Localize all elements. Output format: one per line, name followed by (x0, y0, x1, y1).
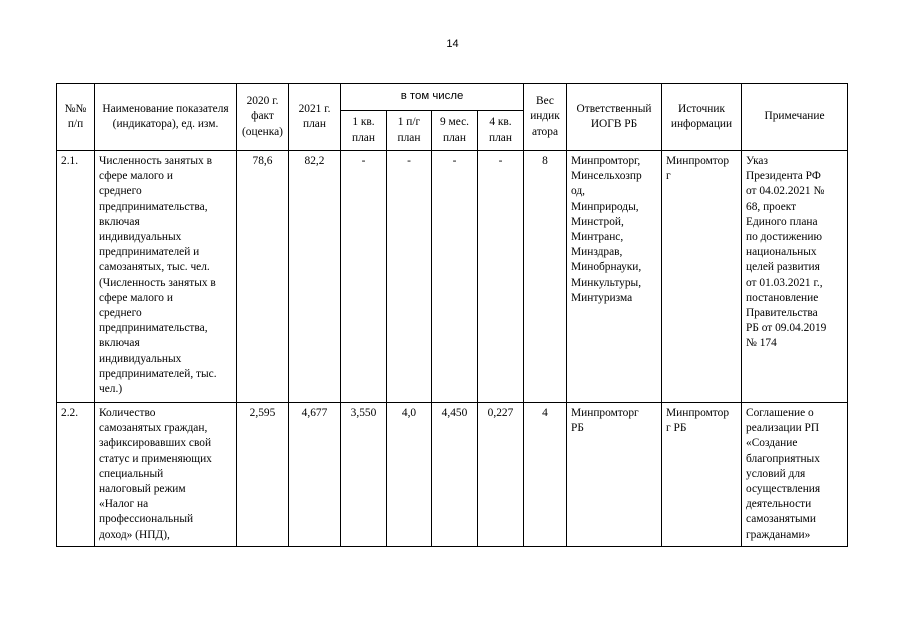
responsible-line: Минстрой, (571, 215, 624, 228)
q1-value: - (341, 151, 387, 403)
fact-2020-value: 2,595 (237, 403, 289, 547)
note-line: самозанятыми (746, 513, 816, 526)
note-line: реализации РП (746, 422, 820, 435)
note-line: от 01.03.2021 г., (746, 276, 823, 289)
indicator-name-line: Количество (99, 407, 156, 419)
row-num: 2.1. (57, 151, 95, 403)
source-line: Минпромтор (666, 407, 730, 419)
responsible-line: од, (571, 185, 586, 198)
9m-value: - (432, 151, 478, 403)
note-line: от 04.02.2021 № (746, 185, 825, 198)
q4-value: - (478, 151, 524, 403)
indicators-table (56, 83, 848, 547)
indicator-name-line: индивидуальных (99, 231, 182, 244)
indicator-name-line: (Численность занятых в (99, 276, 216, 289)
note-line: постановление (746, 291, 819, 304)
page-number: 14 (446, 38, 459, 50)
indicator-name-line: сфере малого и (99, 170, 173, 183)
indicator-name (95, 151, 237, 403)
note-line: национальных (746, 246, 817, 259)
h1-value: 4,0 (387, 403, 432, 547)
indicator-name-line: Численность занятых в (99, 155, 212, 167)
indicator-name-line: среднего (99, 307, 142, 320)
indicator-name-line: самозанятых граждан, (99, 422, 208, 435)
indicator-name-line: чел.) (99, 383, 123, 396)
table-row (57, 151, 848, 403)
note-line: 68, проект (746, 200, 797, 213)
indicator-name-line: предпринимателей и (99, 246, 200, 259)
source-cell (662, 151, 742, 403)
weight-value: 8 (524, 151, 567, 403)
h1-value: - (387, 151, 432, 403)
note-line: благоприятных (746, 452, 820, 465)
indicator-name-line: включая (99, 337, 140, 350)
source-line: Минпромтор (666, 155, 730, 167)
note-line: № 174 (746, 337, 777, 350)
indicator-name-line: зафиксировавших свой (99, 437, 212, 450)
indicator-name-line: доход» (НПД), (99, 528, 170, 541)
note-line: целей развития (746, 261, 820, 274)
responsible-line: Минобрнауки, (571, 261, 642, 274)
header-weight: Вес индик атора (524, 84, 567, 151)
responsible-line: Минкультуры, (571, 276, 642, 289)
note-line: РБ от 09.04.2019 (746, 322, 827, 335)
plan-2021-value: 82,2 (289, 151, 341, 403)
indicator-name-line: профессиональный (99, 513, 194, 526)
indicator-name-line: включая (99, 215, 140, 228)
table-header (57, 84, 848, 151)
responsible-line: Минтранс, (571, 231, 624, 244)
source-line: г РБ (666, 422, 687, 435)
note-line: «Создание (746, 437, 798, 450)
indicator-name-line: предпринимателей, тыс. (99, 367, 217, 380)
weight-value: 4 (524, 403, 567, 547)
row-num: 2.2. (57, 403, 95, 547)
header-num: №№ п/п (57, 84, 95, 151)
note-line: по достижению (746, 231, 823, 244)
note-line: деятельности (746, 498, 812, 511)
header-h1: 1 п/г план (387, 111, 432, 151)
indicator-name-line: предпринимательства, (99, 322, 208, 335)
q1-value: 3,550 (341, 403, 387, 547)
indicator-name-line: предпринимательства, (99, 200, 208, 213)
note-line: осуществления (746, 483, 821, 496)
q4-value: 0,227 (478, 403, 524, 547)
responsible-line: Минпромторг (571, 407, 639, 419)
plan-2021-value: 4,677 (289, 403, 341, 547)
note-line: Президента РФ (746, 170, 821, 183)
indicator-name-line: самозанятых, тыс. чел. (99, 261, 210, 274)
note-line: Правительства (746, 307, 818, 320)
header-plan-2021: 2021 г. план (289, 84, 341, 151)
note-line: условий для (746, 467, 806, 480)
header-including: в том числе (341, 84, 524, 111)
indicator-name-line: налоговый режим (99, 483, 186, 496)
table-row (57, 403, 848, 547)
source-line: г (666, 170, 671, 183)
responsible-line: РБ (571, 422, 584, 435)
header-fact-2020: 2020 г. факт (оценка) (237, 84, 289, 151)
indicator-name-line: сфере малого и (99, 291, 173, 304)
header-source: Источник информации (662, 84, 742, 151)
indicator-name-line: среднего (99, 185, 142, 198)
header-q4: 4 кв. план (478, 111, 524, 151)
note-line: Единого плана (746, 215, 818, 228)
indicator-name (95, 403, 237, 547)
fact-2020-value: 78,6 (237, 151, 289, 403)
responsible-line: Минприроды, (571, 200, 639, 213)
note-line: гражданами» (746, 528, 811, 541)
header-responsible: Ответственный ИОГВ РБ (567, 84, 662, 151)
responsible-line: Минсельхозпр (571, 170, 642, 183)
responsible-line: Минпромторг, (571, 155, 641, 167)
note-line: Соглашение о (746, 407, 814, 419)
responsible-cell (567, 403, 662, 547)
header-9m: 9 мес. план (432, 111, 478, 151)
source-cell (662, 403, 742, 547)
9m-value: 4,450 (432, 403, 478, 547)
responsible-line: Минздрав, (571, 246, 623, 259)
note-line: Указ (746, 155, 768, 167)
indicator-name-line: статус и применяющих (99, 452, 212, 465)
indicator-name-line: специальный (99, 467, 164, 480)
responsible-cell (567, 151, 662, 403)
header-q1: 1 кв. план (341, 111, 387, 151)
indicator-name-line: индивидуальных (99, 352, 182, 365)
note-cell (742, 403, 848, 547)
header-name: Наименование показателя (индикатора), ед. изм. (95, 84, 237, 151)
responsible-line: Минтуризма (571, 291, 633, 304)
indicator-name-line: «Налог на (99, 498, 149, 511)
header-note: Примечание (742, 84, 848, 151)
note-cell (742, 151, 848, 403)
